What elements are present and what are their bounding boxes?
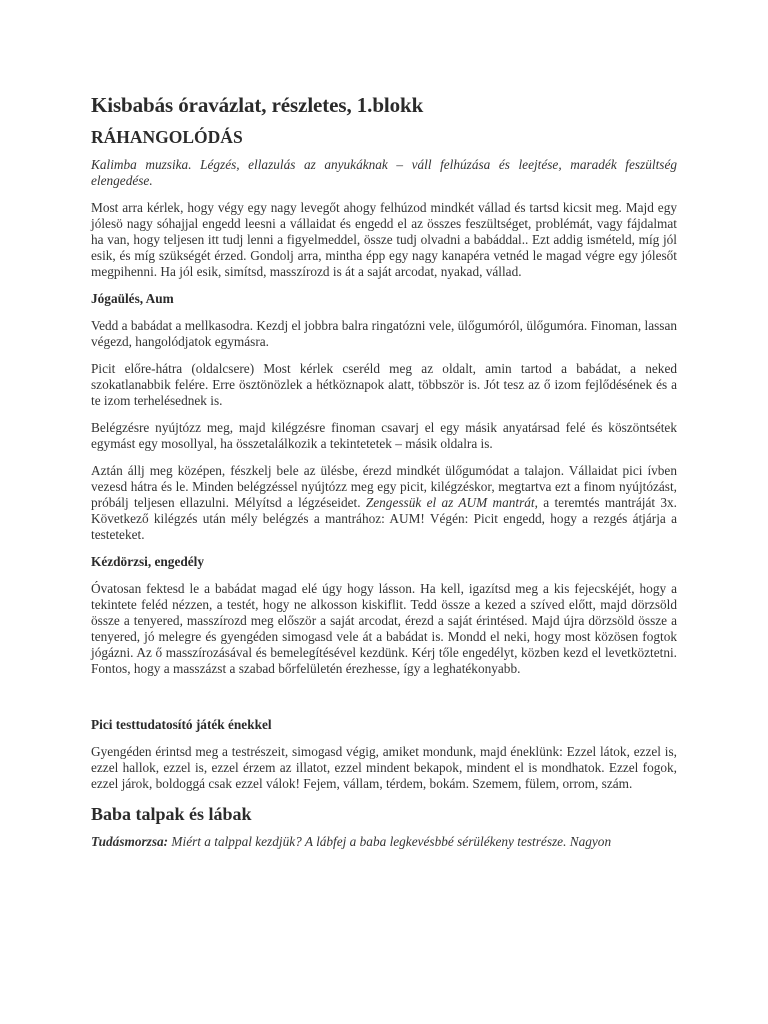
paragraph-aum (91, 463, 677, 543)
paragraph-aum-text-b: , a teremtés mantráját 3x. Következő kilégzés után mély belégzés a mantrához: AUM! Végén: Picit engedd, hogy a rezgés átjárja a testeteket. (91, 495, 677, 542)
paragraph-song: Gyengéden érintsd meg a testrészeit, simogasd végig, amiket mondunk, majd éneklünk: Ezzel látok, ezzel is, ezzel hallok, ezzel is, ezzel érzem az illatot, ezzel mindent bekapok, mindent el is mondhatok. Ezzel fogok, ezzel járok, boldoggá csak ezzel válok! Fejem, vállam, térdem, bokám. Szemem, fülem, orrom, szám. (91, 744, 677, 791)
subheading-kezdorzsi: Kézdörzsi, engedély (91, 554, 204, 569)
paragraph-aum-italic: Zengessük el az AUM mantrát (365, 495, 535, 510)
tudasmorzsa-text: Miért a talppal kezdjük? A lábfej a baba legkevésbbé sérülékeny testrésze. Nagyon (168, 834, 612, 849)
subheading-body-game: Pici testtudatosító játék énekkel (91, 717, 272, 732)
document-title: Kisbabás óravázlat, részletes, 1.blokk (91, 93, 424, 117)
paragraph-rocking: Vedd a babádat a mellkasodra. Kezdj el jobbra balra ringatózni vele, ülőgumóról, ülőgumóra. Finoman, lassan végezd, hangolódjatok egymásra. (91, 318, 677, 349)
section-heading-rahangolodas: RÁHANGOLÓDÁS (91, 127, 243, 147)
paragraph-twist: Belégzésre nyújtózz meg, majd kilégzésre finoman csavarj el egy másik anyatársad felé és köszöntsétek egymást egy mosollyal, ha összetalálkozik a tekintetetek – másik oldalra is. (91, 420, 677, 451)
section-heading-baba-talpak: Baba talpak és lábak (91, 804, 252, 824)
paragraph-aum-text-a: Aztán állj meg középen, fészkelj bele az ülésbe, érezd mindkét ülőgumódat a talajon. Vállaidat pici ívben vezesd hátra és le. Minden belégzéssel nyújtózz meg egy picit, kilégzéskor, megtartva ezt a finom nyújtózást, próbálj teljesen ellazulni. Mélyítsd a légzéseidet. (91, 463, 677, 510)
paragraph-breathing: Most arra kérlek, hogy végy egy nagy levegőt ahogy felhúzod mindkét vállad és tartsd kicsit meg. Majd egy jólesö nagy sóhajjal engedd leesni a vállaidat és engedd el az összes feszültséget, problémát, vagy fájdalmat ha van, hogy teljesen itt tudj lenni a figyelmeddel, össze tudj olvadni a babáddal.. Ezt addig ismételd, míg jól esik, és míg szükségét érzed. Gondolj arra, mintha épp egy nagy kanapéra vetnéd le magad végre egy jólesőt megpihenni. Ha jól esik, simítsd, masszírozd is át a saját arcodat, nyakad, vállad. (91, 200, 677, 279)
tudasmorzsa-label: Tudásmorzsa: (91, 834, 169, 849)
paragraph-side-change: Picit előre-hátra (oldalcsere) Most kérlek cseréld meg az oldalt, amin tartod a babádat, a neked szokatlanabbik felére. Erre ösztönözlek a hétköznapok alatt, többször is. Jót tesz az ő izom fejlődésének és a te izom terhelésednek is. (91, 361, 677, 408)
document-page (91, 92, 677, 861)
vertical-spacer (91, 688, 677, 717)
subheading-jogaules: Jógaülés, Aum (91, 291, 174, 306)
paragraph-tudasmorzsa (91, 834, 677, 850)
intro-italic-paragraph: Kalimba muzsika. Légzés, ellazulás az anyukáknak – váll felhúzása és leejtése, maradék feszültség elengedése. (91, 157, 677, 188)
paragraph-permission: Óvatosan fektesd le a babádat magad elé úgy hogy lásson. Ha kell, igazítsd meg a kis fejecskéjét, hogy a tekintete feléd nézzen, a testét, hogy ne alkosson kiskiflit. Tedd össze a kezed a szíved előtt, majd dörzsöld össze a tenyered, masszírozd meg először a saját arcodat, érezd a saját érintésed. Majd újra dörzsöld össze a tenyered, jó melegre és gyengéden simogasd vele át a babádat is. Mondd el neki, hogy most közösen fogtok jógázni. Az ő masszírozásával és bemelegítésével kezdünk. Kérj tőle engedélyt, közben kezd el levetköztetni. Fontos, hogy a masszázst a szabad bőrfelületén érezhesse, így a leghatékonyabb. (91, 581, 677, 676)
